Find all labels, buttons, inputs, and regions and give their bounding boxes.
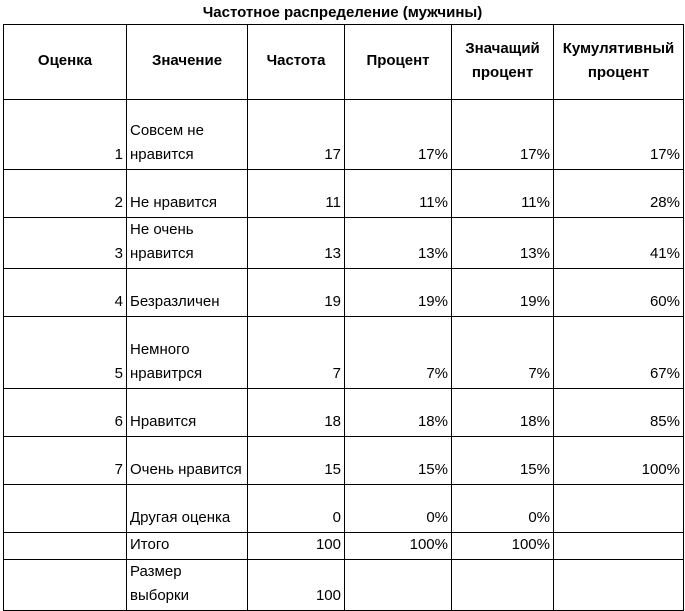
table-row — [4, 485, 684, 533]
frequency-cell: 19 — [248, 269, 345, 317]
percent-cell: 11% — [345, 170, 452, 218]
percent-cell: 7% — [345, 317, 452, 389]
valid-percent-cell: 15% — [452, 437, 554, 485]
frequency-table — [3, 24, 684, 611]
score-cell: 4 — [4, 269, 127, 317]
table-row — [4, 218, 684, 269]
frequency-cell: 11 — [248, 170, 345, 218]
cumulative-percent-cell: 41% — [554, 218, 684, 269]
valid-percent-cell: 0% — [452, 485, 554, 533]
cumulative-percent-cell — [554, 533, 684, 560]
valid-percent-cell: 7% — [452, 317, 554, 389]
frequency-cell: 13 — [248, 218, 345, 269]
valid-percent-cell: 100% — [452, 533, 554, 560]
value-cell: Не очень нравится — [127, 218, 248, 269]
table-row — [4, 533, 684, 560]
score-cell: 1 — [4, 100, 127, 170]
score-cell — [4, 485, 127, 533]
value-cell: Не нравится — [127, 170, 248, 218]
value-cell: Совсем не нравится — [127, 100, 248, 170]
score-cell: 6 — [4, 389, 127, 437]
cumulative-percent-cell: 100% — [554, 437, 684, 485]
percent-cell: 15% — [345, 437, 452, 485]
percent-cell: 0% — [345, 485, 452, 533]
cumulative-percent-cell: 85% — [554, 389, 684, 437]
header-frequency: Частота — [248, 25, 345, 100]
cumulative-percent-cell — [554, 560, 684, 611]
header-valid-percent: Значащий процент — [452, 25, 554, 100]
table-row — [4, 170, 684, 218]
frequency-cell: 7 — [248, 317, 345, 389]
frequency-cell: 100 — [248, 533, 345, 560]
value-cell: Размер выборки — [127, 560, 248, 611]
header-row — [4, 25, 684, 100]
cumulative-percent-cell: 67% — [554, 317, 684, 389]
cumulative-percent-cell — [554, 485, 684, 533]
frequency-cell: 17 — [248, 100, 345, 170]
value-cell: Нравится — [127, 389, 248, 437]
valid-percent-cell: 17% — [452, 100, 554, 170]
score-cell: 2 — [4, 170, 127, 218]
value-cell: Очень нравится — [127, 437, 248, 485]
percent-cell: 18% — [345, 389, 452, 437]
table-row — [4, 317, 684, 389]
score-cell: 5 — [4, 317, 127, 389]
table-row — [4, 560, 684, 611]
table-title: Частотное распределение (мужчины) — [202, 4, 483, 21]
percent-cell — [345, 560, 452, 611]
table-row — [4, 100, 684, 170]
percent-cell: 100% — [345, 533, 452, 560]
score-cell — [4, 533, 127, 560]
valid-percent-cell: 13% — [452, 218, 554, 269]
table-row — [4, 437, 684, 485]
header-score: Оценка — [4, 25, 127, 100]
table-row — [4, 269, 684, 317]
valid-percent-cell — [452, 560, 554, 611]
percent-cell: 19% — [345, 269, 452, 317]
percent-cell: 13% — [345, 218, 452, 269]
frequency-cell: 0 — [248, 485, 345, 533]
value-cell: Итого — [127, 533, 248, 560]
cumulative-percent-cell: 60% — [554, 269, 684, 317]
valid-percent-cell: 11% — [452, 170, 554, 218]
header-value: Значение — [127, 25, 248, 100]
score-cell — [4, 560, 127, 611]
value-cell: Другая оценка — [127, 485, 248, 533]
header-cumulative-percent: Кумулятивный процент — [554, 25, 684, 100]
valid-percent-cell: 18% — [452, 389, 554, 437]
cumulative-percent-cell: 17% — [554, 100, 684, 170]
valid-percent-cell: 19% — [452, 269, 554, 317]
table-row — [4, 389, 684, 437]
percent-cell: 17% — [345, 100, 452, 170]
value-cell: Немного нравитрся — [127, 317, 248, 389]
cumulative-percent-cell: 28% — [554, 170, 684, 218]
frequency-cell: 15 — [248, 437, 345, 485]
score-cell: 7 — [4, 437, 127, 485]
frequency-cell: 18 — [248, 389, 345, 437]
header-percent: Процент — [345, 25, 452, 100]
value-cell: Безразличен — [127, 269, 248, 317]
frequency-cell: 100 — [248, 560, 345, 611]
score-cell: 3 — [4, 218, 127, 269]
